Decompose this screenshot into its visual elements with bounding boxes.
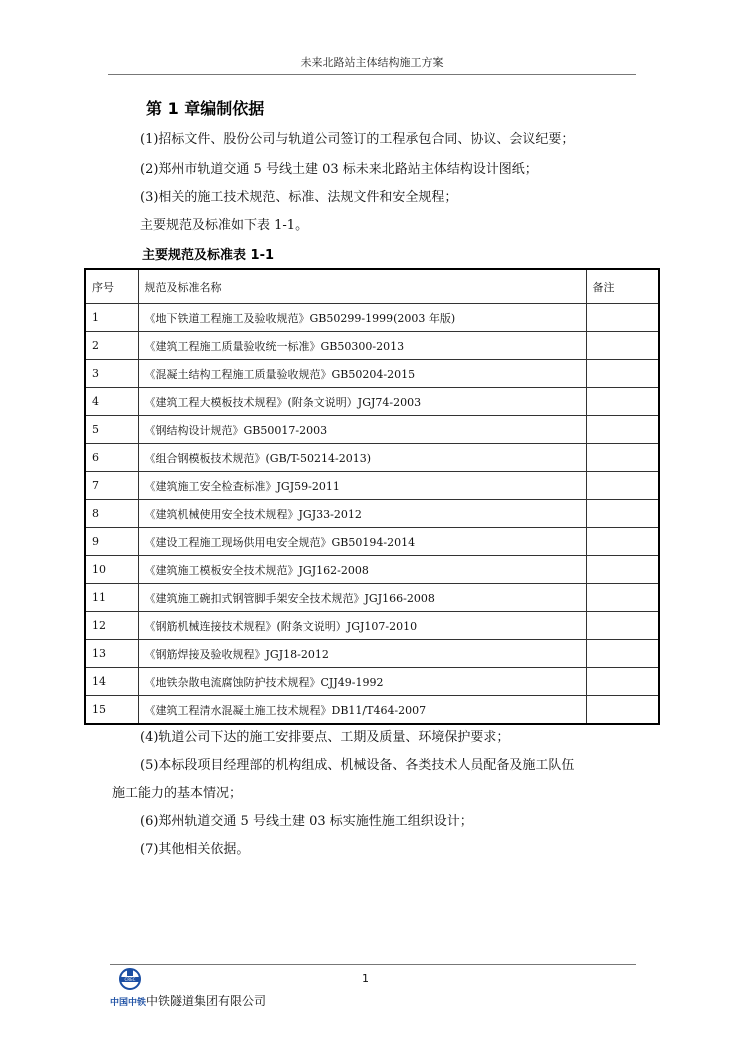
row-remark	[586, 668, 659, 696]
row-index: 3	[85, 360, 138, 388]
row-index: 13	[85, 640, 138, 668]
table-row	[85, 696, 659, 725]
table-title: 主要规范及标准表 1-1	[142, 248, 275, 263]
header-remark: 备注	[586, 269, 659, 304]
brand-name: 中国中铁	[110, 998, 147, 1008]
row-remark	[586, 444, 659, 472]
table-row	[85, 668, 659, 696]
row-name: 《建筑施工模板安全技术规范》JGJ162-2008	[138, 556, 586, 584]
table-row	[85, 612, 659, 640]
row-name: 《建筑工程大模板技术规程》(附条文说明）JGJ74-2003	[138, 388, 586, 416]
chapter-title: 第 1 章编制依据	[146, 99, 265, 118]
header-name: 规范及标准名称	[138, 269, 586, 304]
table-row	[85, 304, 659, 332]
page-number: 1	[362, 972, 369, 985]
row-remark	[586, 500, 659, 528]
row-name: 《钢筋机械连接技术规程》(附条文说明）JGJ107-2010	[138, 612, 586, 640]
row-index: 9	[85, 528, 138, 556]
paragraph: (3)相关的施工技术规范、标准、法规文件和安全规程；	[140, 190, 458, 205]
row-remark	[586, 360, 659, 388]
page-header: 未来北路站主体结构施工方案	[300, 56, 444, 69]
row-name: 《建设工程施工现场供用电安全规范》GB50194-2014	[138, 528, 586, 556]
row-index: 15	[85, 696, 138, 725]
table-row	[85, 556, 659, 584]
table-row	[85, 416, 659, 444]
row-index: 11	[85, 584, 138, 612]
standards-table	[84, 268, 660, 725]
row-name: 《建筑工程清水混凝土施工技术规程》DB11/T464-2007	[138, 696, 586, 725]
row-remark	[586, 332, 659, 360]
row-name: 《组合钢模板技术规范》(GB/T-50214-2013)	[138, 444, 586, 472]
row-name: 《地下铁道工程施工及验收规范》GB50299-1999(2003 年版)	[138, 304, 586, 332]
row-remark	[586, 472, 659, 500]
company-footer	[110, 992, 266, 1009]
crec-logo-icon	[116, 968, 144, 992]
table-header-row	[85, 269, 659, 304]
paragraph: (4)轨道公司下达的施工安排要点、工期及质量、环境保护要求；	[140, 730, 510, 745]
row-remark	[586, 416, 659, 444]
row-name: 《钢筋焊接及验收规程》JGJ18-2012	[138, 640, 586, 668]
row-index: 4	[85, 388, 138, 416]
logo-text: CREC	[124, 977, 136, 982]
paragraph: (1)招标文件、股份公司与轨道公司签订的工程承包合同、协议、会议纪要；	[140, 132, 575, 147]
row-index: 6	[85, 444, 138, 472]
paragraph: (6)郑州轨道交通 5 号线土建 03 标实施性施工组织设计；	[140, 814, 473, 829]
row-name: 《钢结构设计规范》GB50017-2003	[138, 416, 586, 444]
paragraph-continuation: 施工能力的基本情况；	[112, 786, 243, 801]
row-index: 1	[85, 304, 138, 332]
table-row	[85, 388, 659, 416]
row-remark	[586, 584, 659, 612]
row-remark	[586, 640, 659, 668]
row-index: 5	[85, 416, 138, 444]
header-divider	[108, 74, 636, 75]
row-remark	[586, 388, 659, 416]
paragraph: (5)本标段项目经理部的机构组成、机械设备、各类技术人员配备及施工队伍	[140, 758, 575, 773]
row-remark	[586, 612, 659, 640]
footer-divider	[110, 964, 636, 965]
row-remark	[586, 304, 659, 332]
table-row	[85, 444, 659, 472]
table-row	[85, 360, 659, 388]
row-index: 14	[85, 668, 138, 696]
row-name: 《建筑施工安全检查标准》JGJ59-2011	[138, 472, 586, 500]
row-name: 《建筑施工碗扣式钢管脚手架安全技术规范》JGJ166-2008	[138, 584, 586, 612]
row-index: 12	[85, 612, 138, 640]
company-name: 中铁隧道集团有限公司	[146, 994, 267, 1008]
row-remark	[586, 696, 659, 725]
paragraph: (7)其他相关依据。	[140, 842, 250, 857]
row-index: 8	[85, 500, 138, 528]
paragraph: 主要规范及标准如下表 1-1。	[140, 218, 309, 233]
row-index: 10	[85, 556, 138, 584]
row-index: 7	[85, 472, 138, 500]
paragraph: (2)郑州市轨道交通 5 号线土建 03 标未来北路站主体结构设计图纸；	[140, 162, 538, 177]
header-index: 序号	[85, 269, 138, 304]
row-name: 《建筑机械使用安全技术规程》JGJ33-2012	[138, 500, 586, 528]
table-row	[85, 500, 659, 528]
row-name: 《地铁杂散电流腐蚀防护技术规程》CJJ49-1992	[138, 668, 586, 696]
row-remark	[586, 528, 659, 556]
table-row	[85, 640, 659, 668]
row-remark	[586, 556, 659, 584]
table-row	[85, 528, 659, 556]
row-index: 2	[85, 332, 138, 360]
table-row	[85, 472, 659, 500]
row-name: 《建筑工程施工质量验收统一标准》GB50300-2013	[138, 332, 586, 360]
table-row	[85, 332, 659, 360]
table-row	[85, 584, 659, 612]
row-name: 《混凝土结构工程施工质量验收规范》GB50204-2015	[138, 360, 586, 388]
